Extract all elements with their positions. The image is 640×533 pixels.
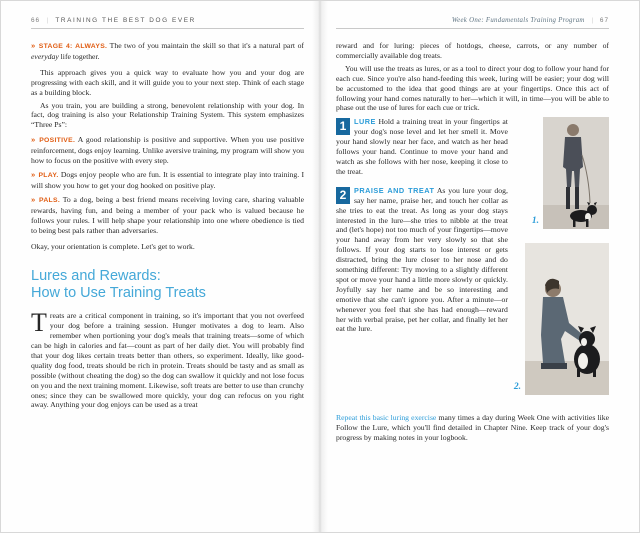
step-1: [336, 117, 508, 176]
stage-bullet-text-pre: The two of you maintain the skill so that it's a natural part of: [107, 41, 304, 50]
header-divider: |: [591, 17, 593, 24]
bullet-label: POSITIVE.: [39, 137, 76, 145]
bullet-text: A good relationship is positive and supportive. When you use positive reinforcement, dogs enjoy learning. Unlike aversive training, my program will show you how to focus on the positive with every step.: [31, 135, 305, 166]
section-body-text: reats are a critical component in training, so it's important that you not overfeed your dog before a training session. Hunger motivates a dog to learn. Also remember when portioning your dog's meals that training treats—some of which can be high in calories and fat—count as part of her daily diet. You will probably find that your dog likes certain treats better than others, so experiment. Ideally, like good-quality dog food, treats should be rich in protein. Treats should be tasty and as small as possible (without cheating the dog) so the dog can swallow it quickly and not lose focus on you and the next training moment. Likewise, soft treats are better to use than crunchy ones; since they can be swallowed more quickly, your dog can refocus on you right away. Anything your dog enjoys can be used as a treat: [31, 311, 304, 410]
closing-paragraph: [336, 413, 609, 443]
step-1-label: LURE: [354, 117, 376, 127]
right-page-body: [336, 41, 609, 443]
bullet-positive: [31, 135, 304, 166]
left-page-body: [31, 41, 304, 410]
step-2-label: PRAISE AND TREAT: [354, 185, 435, 195]
paragraph: Okay, your orientation is complete. Let's get to work.: [31, 242, 195, 252]
step-2-text: As you lure your dog, say her name, praise her, and touch her collar as she tries to eat the treat. As long as your dog stays interested in the lure—she tries to nibble at the treat and (let's hope) not too much of your fingertips—move your hand away from her very slowly so that she follows. If your dog starts to lose interest or gets distracted, bring the lure closer to her nose and do something different: Try moving to a slightly different spot or move your hand a little more slowly or quickly. Joyfully say her name and be so interesting and emotive that she can't ignore you. After a minute—or whenever you feel that she has had enough—reward her with verbal praise, pet her collar, and finally let her eat the lure.: [336, 185, 508, 334]
step-2: [336, 186, 508, 335]
paragraph: reward and for luring: pieces of hotdogs, cheese, carrots, or any number of commercially available dog treats.: [336, 41, 609, 60]
paragraph: You will use the treats as lures, or as a tool to direct your dog to follow your hand for each cue. Since you're also hand-feeding this week, luring will be easier; your dog will be accustomed to the idea that good things are at your fingertips. Once this act of following your hand comes naturally to her—which it will, in time—you will be able to phase out the use of lures for each cue or trick.: [336, 63, 609, 113]
section-body-paragraph: [31, 308, 304, 410]
page-left: [1, 1, 320, 532]
bullet-text: Dogs enjoy people who are fun. It is essential to integrate play into training. I will show you how to get your dog hooked on positive play.: [31, 169, 304, 190]
section-heading-line1: Lures and Rewards:: [31, 268, 161, 285]
bullet-arrow-icon: »: [31, 194, 35, 204]
closing-highlight: Repeat this basic luring exercise: [336, 413, 437, 423]
photo-label-1: 1.: [531, 216, 539, 227]
steps-text-column: [336, 117, 508, 409]
photo-step-1: [543, 117, 609, 229]
page-number-right: 67: [599, 17, 609, 24]
page-number-left: 66: [31, 17, 41, 24]
bullet-play: [31, 170, 304, 191]
steps-section: [336, 117, 609, 409]
paragraph: As you train, you are building a strong, benevolent relationship with your dog. In fact, dog training is also your Relationship Training System. This system emphasizes “Three Ps”:: [31, 100, 304, 130]
header-title-left: TRAINING THE BEST DOG EVER: [55, 17, 196, 24]
photo-row-2: [514, 243, 609, 395]
bullet-text: To a dog, being a best friend means receiving loving care, sharing valuable rewards, having fun, and being a member of your pack who is valued because he follows your rules. I will help shape your relationship into one where obedience is tied to being best pals rather than adversaries.: [31, 194, 304, 235]
page-header-left: [31, 17, 304, 29]
bullet-label: PALS.: [39, 196, 61, 204]
bullet-label: PLAY.: [38, 171, 59, 179]
paragraph: This approach gives you a quick way to evaluate how you and your dog are progressing with each skill, and it will guide you to your next step. Think of each stage as a building block.: [31, 67, 304, 97]
photo-step-2-illustration: [525, 243, 609, 395]
section-heading-line2: How to Use Training Treats: [31, 285, 206, 302]
step-2-number: 2: [336, 187, 350, 204]
stage-bullet-text-italic: everyday: [31, 51, 59, 61]
page-header-right: [336, 17, 609, 29]
header-title-right: Week One: Fundamentals Training Program: [451, 17, 585, 24]
bullet-pals: [31, 195, 304, 236]
closing-text: many times a day during Week One with activities like Follow the Lure, which you'll find detailed in Chapter Nine. Keep track of your dog's progress by making notes in your logbook.: [336, 413, 609, 443]
page-right: [320, 1, 639, 532]
photo-row-1: [514, 117, 609, 229]
section-heading: [31, 268, 304, 302]
photo-step-1-illustration: [543, 117, 609, 229]
step-1-text: Hold a training treat in your fingertips at your dog's nose level and let her smell it. Move your hand slowly near her face, and watch as her head follows your hand. Continue to move your hand and watch as she follows with her nose, keeping it close to the treat.: [336, 117, 508, 176]
photo-step-2: [525, 243, 609, 395]
bullet-arrow-icon: »: [31, 135, 35, 145]
bullet-arrow-icon: »: [31, 169, 35, 179]
stage-bullet-label: STAGE 4: ALWAYS.: [38, 43, 108, 50]
photos-column: [514, 117, 609, 409]
step-1-number: 1: [336, 118, 350, 135]
stage-bullet-text-post: life together.: [58, 51, 100, 61]
stage-bullet: [31, 41, 304, 62]
drop-cap: T: [31, 308, 47, 338]
photo-label-2: 2.: [513, 382, 521, 393]
header-divider: |: [47, 17, 49, 24]
bullet-arrow-icon: »: [31, 41, 35, 50]
